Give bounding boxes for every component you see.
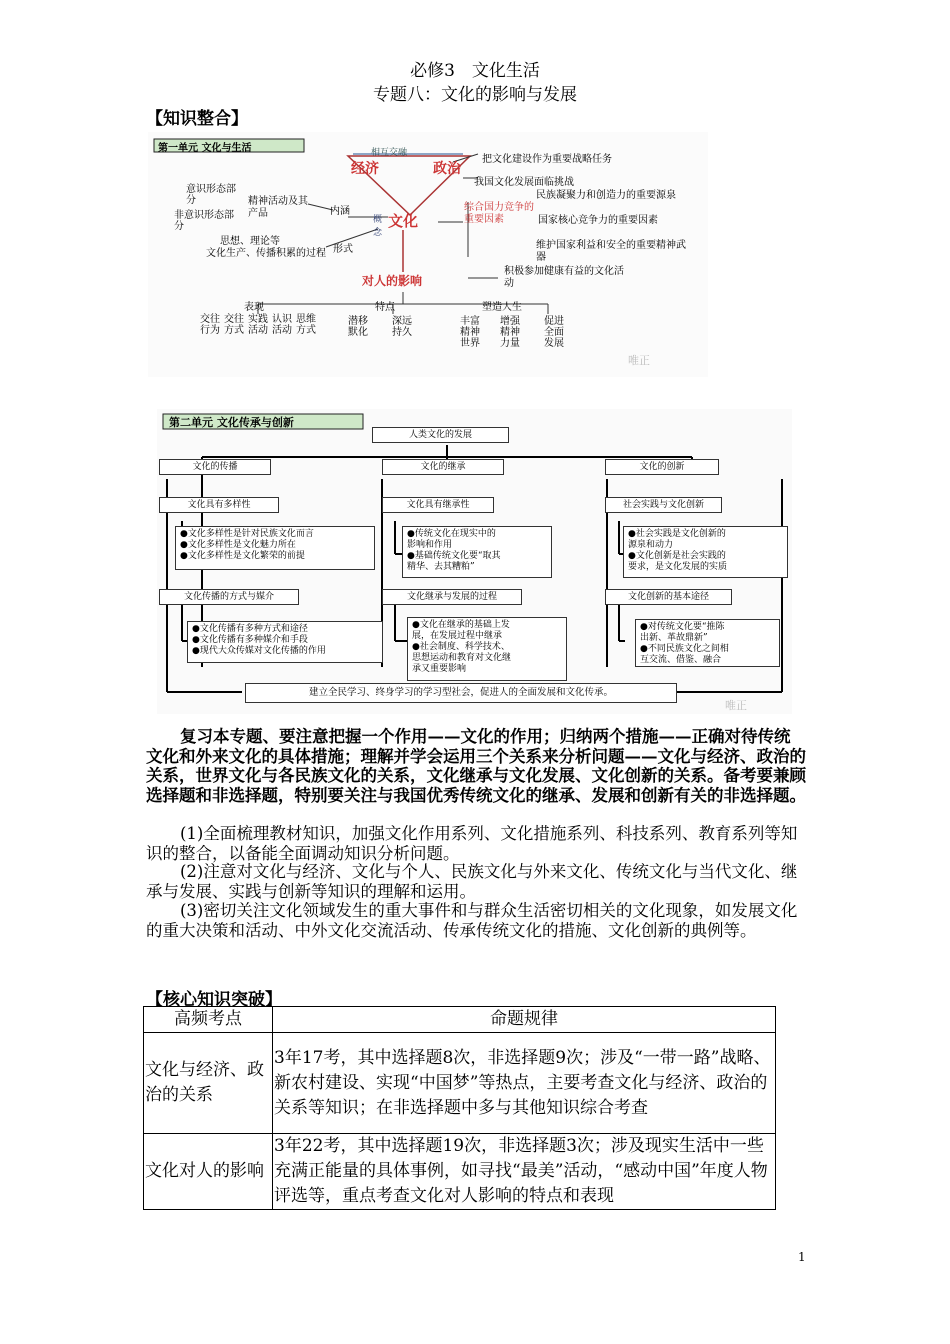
dev-item: ●社会制度、科学技术、 [412,642,510,652]
path-list [635,619,780,667]
c3b: 增强精神力量 [500,316,520,349]
path-item: ●不同民族文化之间相 [640,644,729,654]
spread-box: 文化的传播 [159,459,271,475]
media-list [187,621,383,663]
prac-item: 要求，是文化发展的实质 [628,562,728,572]
unit1-mindmap [148,132,708,377]
c1e: 思维方式 [296,314,316,336]
table-row [144,1134,776,1210]
page-number: 1 [798,1250,806,1264]
media-item: ●文化传播有多种媒介和手段 [192,635,308,645]
dev-item: ●文化在继承的基础上发 [412,620,510,630]
div-item: ●文化多样性是文化繁荣的前提 [180,551,305,561]
practice-list [623,526,788,578]
process-label: 文化生产、传播积累的过程 [206,248,326,259]
table-header-cell: 高频考点 [144,1007,273,1033]
learning-society-box: 建立全民学习、终身学习的学习型社会，促进人的全面发展和文化传承。 [245,683,677,703]
diversity-list [175,526,375,570]
table-header-cell: 命题规律 [273,1007,776,1033]
prac-item: ●社会实践是文化创新的 [628,529,726,539]
inh-item: 精华、去其糟粕” [407,562,475,572]
section-heading-integration: 【知识整合】 [146,109,248,129]
media-item: ●现代大众传媒对文化传播的作用 [192,646,326,656]
healthy-text: 积极参加健康有益的文化活动 [504,266,624,289]
dev-item: 思想运动和教育对文化继 [412,653,512,663]
col-expression: 表现 [244,302,264,313]
table-cell-point: 文化对人的影响 [144,1134,273,1210]
core-knowledge-table [143,1006,776,1210]
inh-item: ●传统文化在现实中的 [407,529,496,539]
concept-label: 概念 [373,215,383,238]
unit2-label: 第二单元 文化传承与创新 [169,416,294,429]
inheritance-list [402,526,552,578]
politics-node: 政治 [433,161,461,177]
media-item: ●文化传播有多种方式和途径 [192,624,308,634]
c3a: 丰富精神世界 [460,316,480,349]
inh-item: 影响和作用 [407,540,453,550]
intro-bold-paragraph: 复习本专题、要注意把握一个作用——文化的作用；归纳两个措施——正确对待传统文化和外来文化的具体措施；理解并学会运用三个关系来分析问题——文化与经济、政治的关系，世界文化与各民族文化的关系，文化继承与文化发展、文化创新的关系。备考要兼顾选择题和非选择题，特别要关注与我国优秀传统文化的继承、发展和创新有关的非选择题。 [146,727,806,805]
table-cell-rule: 3年22考，其中选择题19次，非选择题3次；涉及现实生活中一些充满正能量的具体事例，如寻找“最美”活动，“感动中国”年度人物评选等，重点考查文化对人影响的特点和表现 [273,1134,776,1210]
reason-1: 民族凝聚力和创造力的重要源泉 [536,190,676,201]
div-item: ●文化多样性是针对民族文化而言 [180,529,314,539]
reason-2: 国家核心竞争力的重要因素 [538,215,658,226]
intro-point-1: (1)全面梳理教材知识，加强文化作用系列、文化措施系列、科技系列、教育系列等知识的整合，以备能全面调动知识分析问题。 [146,824,798,863]
doc-title-2: 专题八：文化的影响与发展 [373,85,577,105]
intro-point-3: (3)密切关注文化领域发生的重大事件和与群众生活密切相关的文化现象，如发展文化的重大决策和活动、中外文化交流活动、传承传统文化的措施、文化创新的典例等。 [146,901,798,940]
national-power-text: 综合国力竞争的重要因素 [464,202,534,225]
inh-item: ●基础传统文化要“取其 [407,551,501,561]
path-box: 文化创新的基本途径 [605,589,732,605]
spirit-label: 精神活动及其产品 [248,196,308,219]
path-item: 互交流、借鉴、融合 [640,655,722,665]
c3c: 促进全面发展 [544,316,564,349]
table-header-row [144,1007,776,1033]
intro-point-2: (2)注意对文化与经济、文化与个人、民族文化与外来文化、传统文化与当代文化、继承与发展、实践与创新等知识的理解和运用。 [146,862,798,901]
div-item: ●文化多样性是文化魅力所在 [180,540,296,550]
dev-list [407,617,567,681]
mutual-label: 相互交融 [371,148,408,158]
c2b: 深远持久 [392,316,412,338]
innovate-box: 文化的创新 [605,459,719,475]
practice-box: 社会实践与文化创新 [605,497,722,513]
media-box: 文化传播的方式与媒介 [159,589,299,605]
table-cell-rule: 3年17考，其中选择题8次，非选择题9次；涉及“一带一路”战略、新农村建设、实现“中国梦”等热点，主要考查文化与经济、政治的关系等知识；在非选择题中多与其他知识综合考查 [273,1033,776,1134]
influence-node: 对人的影响 [362,274,423,288]
col-shape-life: 塑造人生 [482,302,522,313]
c1c: 实践活动 [248,314,268,336]
table-cell-point: 文化与经济、政治的关系 [144,1033,273,1134]
prac-item: 源泉和动力 [628,540,674,550]
path-item: ●对传统文化要“推陈 [640,622,725,632]
reason-3: 维护国家利益和安全的重要精神武器 [536,240,686,263]
inherit-box: 文化的继承 [382,459,504,475]
unit1-label: 第一单元 文化与生活 [158,143,252,154]
c2a: 潜移默化 [348,316,368,338]
section-heading-core: 【核心知识突破】 [146,990,282,1010]
path-item: 出新、革故鼎新” [640,633,708,643]
table-row [144,1033,776,1134]
watermark-1: 唯正 [628,354,650,367]
dev-item: 展，在发展过程中继承 [412,631,503,641]
inh-dev-box: 文化继承与发展的过程 [382,589,522,605]
diversity-box: 文化具有多样性 [159,497,279,513]
c1d: 认识活动 [272,314,292,336]
watermark-2: 唯正 [725,699,747,712]
culture-node: 文化 [388,212,419,230]
unit2-flowchart [157,409,792,714]
economy-node: 经济 [351,161,379,177]
inheritance-box: 文化具有继承性 [382,497,494,513]
form-label: 形式 [333,244,353,255]
nonconscious-label: 非意识形态部分 [174,210,234,232]
content-label: 内涵 [330,206,350,217]
challenge-text: 我国文化发展面临挑战 [474,177,574,188]
conscious-label: 意识形态部分 [186,184,236,206]
c1b: 交往方式 [224,314,244,336]
thought-label: 思想、理论等 [220,236,280,247]
prac-item: ●文化创新是社会实践的 [628,551,726,561]
doc-title-1: 必修3 文化生活 [410,61,540,81]
strategy-text: 把文化建设作为重要战略任务 [482,154,612,165]
dev-item: 承又重要影响 [412,664,467,674]
human-culture-box: 人类文化的发展 [372,427,509,443]
col-feature: 特点 [375,302,395,313]
c1a: 交往行为 [200,314,220,336]
